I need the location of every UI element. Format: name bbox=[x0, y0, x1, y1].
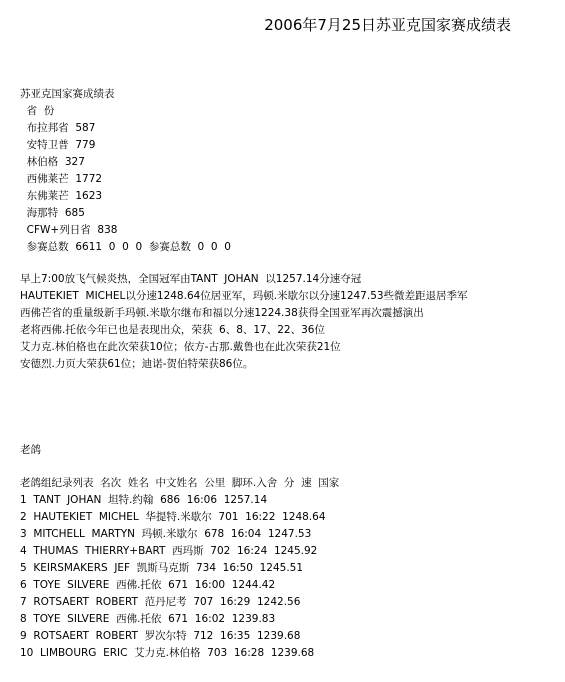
results-row: 5 KEIRSMAKERS JEF 凯斯马克斯 734 16:50 1245.51 bbox=[20, 562, 304, 574]
summary-line: 东佛莱芒 1623 bbox=[20, 190, 103, 202]
results-row: 9 ROTSAERT ROBERT 罗次尔特 712 16:35 1239.68 bbox=[20, 630, 301, 642]
results-row: 2 HAUTEKIET MICHEL 华提特.米歇尔 701 16:22 1248.64 bbox=[20, 511, 326, 523]
results-header: 老鸽组纪录列表 名次 姓名 中文姓名 公里 脚环.入舍 分 速 国家 bbox=[20, 477, 340, 489]
summary-heading: 苏亚克国家赛成绩表 bbox=[20, 88, 115, 100]
summary-line: 参赛总数 6611 0 0 0 参赛总数 0 0 0 bbox=[20, 241, 231, 253]
narrative-line: 西佛芒省的重量级新手玛顿.米歇尔继布和福以分速1224.38获得全国亚军再次震撼演出 bbox=[20, 307, 424, 319]
results-row: 1 TANT JOHAN 坦特.约翰 686 16:06 1257.14 bbox=[20, 494, 268, 506]
section-label: 老鸽 bbox=[20, 444, 41, 456]
summary-line: 西佛莱芒 1772 bbox=[20, 173, 103, 185]
results-row: 6 TOYE SILVERE 西佛.托依 671 16:00 1244.42 bbox=[20, 579, 276, 591]
results-row: 8 TOYE SILVERE 西佛.托依 671 16:02 1239.83 bbox=[20, 613, 276, 625]
narrative-line: 老将西佛.托依今年已也是表现出众，荣获 6、8、17、22、36位 bbox=[20, 324, 325, 336]
summary-line: 布拉邦省 587 bbox=[20, 122, 96, 134]
results-row: 4 THUMAS THIERRY+BART 西玛斯 702 16:24 1245.92 bbox=[20, 545, 318, 557]
narrative-line: 早上7:00放飞气候炎热，全国冠军由TANT JOHAN 以1257.14分速夺冠 bbox=[20, 273, 362, 285]
summary-line: 安特卫普 779 bbox=[20, 139, 96, 151]
summary-line: 省 份 bbox=[20, 105, 55, 117]
summary-line: 海那特 685 bbox=[20, 207, 85, 219]
summary-line: CFW+列日省 838 bbox=[20, 224, 118, 236]
results-row: 7 ROTSAERT ROBERT 范丹尼考 707 16:29 1242.56 bbox=[20, 596, 301, 608]
summary-line: 林伯格 327 bbox=[20, 156, 85, 168]
results-row: 3 MITCHELL MARTYN 玛顿.米歇尔 678 16:04 1247.53 bbox=[20, 528, 312, 540]
narrative-line: 安德烈.力页大荣获61位；迪诺-贺伯特荣获86位。 bbox=[20, 358, 254, 370]
narrative-line: 艾力克.林伯格也在此次荣获10位；依方-古那.戴鲁也在此次荣获21位 bbox=[20, 341, 341, 353]
narrative-line: HAUTEKIET MICHEL以分速1248.64位居亚军，玛顿.米歇尔以分速1247.53些微差距退居季军 bbox=[20, 290, 468, 302]
results-row: 10 LIMBOURG ERIC 艾力克.林伯格 703 16:28 1239.68 bbox=[20, 647, 315, 659]
page-title: 2006年7月25日苏亚克国家赛成绩表 bbox=[264, 16, 511, 34]
